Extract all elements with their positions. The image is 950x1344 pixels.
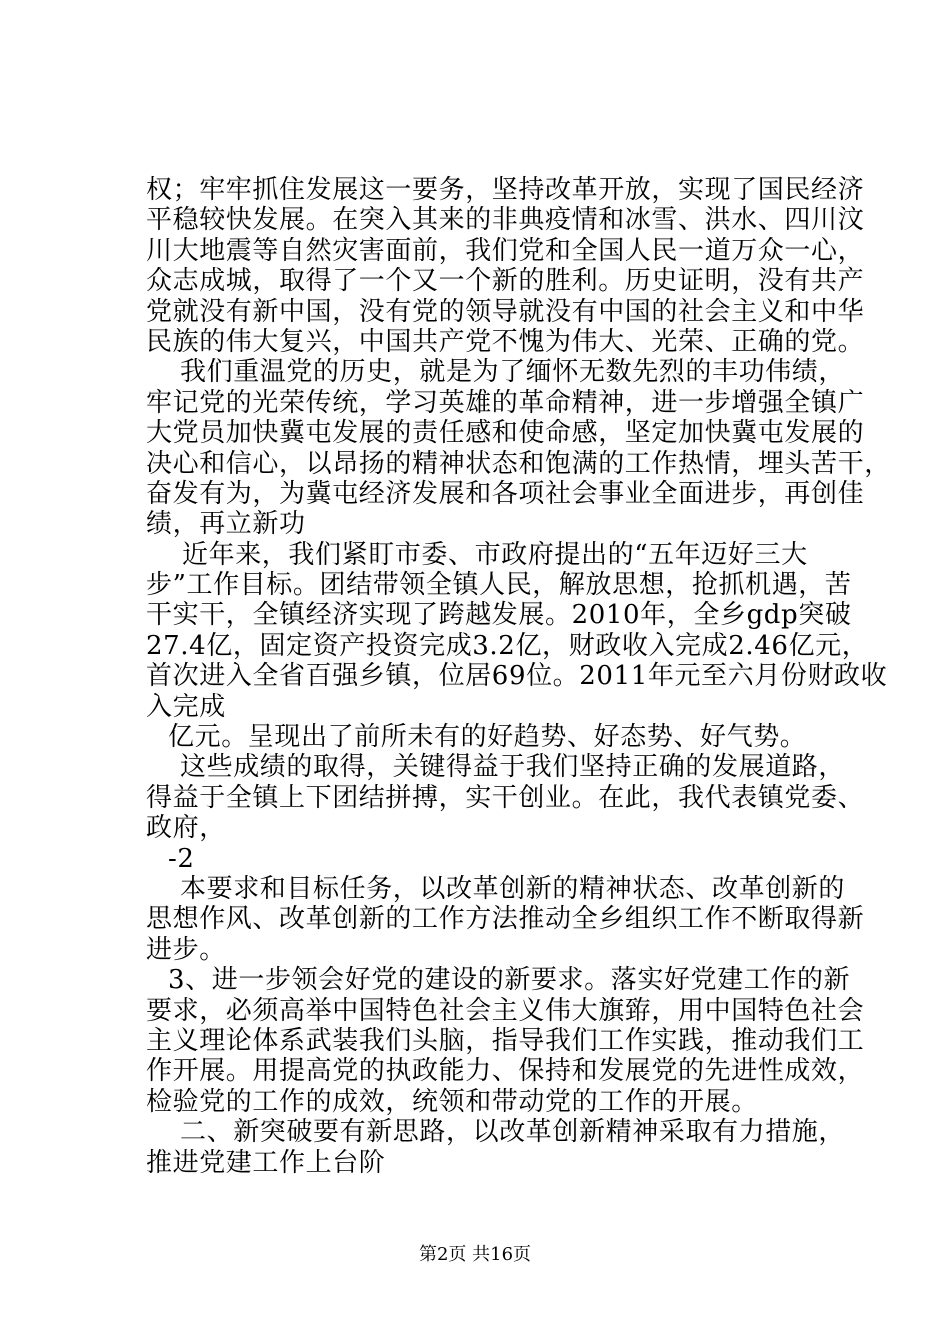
text-line: 进步。 [146,934,226,965]
text-line: 众志成城，取得了一个又一个新的胜利。历史证明，没有共产 [146,266,865,297]
text-line: 权；牢牢抓住发展这一要务，坚持改革开放，实现了国民经济 [146,175,865,205]
text-line: 入完成 [146,691,226,722]
text-line: 平稳较快发展。在突入其来的非典疫情和冰雪、洪水、四川汶 [146,205,865,236]
text-line: 我们重温党的历史，就是为了缅怀无数先烈的丰功伟绩， [180,357,846,388]
text-line: 党就没有新中国，没有党的领导就没有中国的社会主义和中华 [146,296,865,327]
text-line: 检验党的工作的成效，统领和带动党的工作的开展。 [146,1086,758,1117]
text-line: 这些成绩的取得，关键得益于我们坚持正确的发展道路， [180,752,846,783]
text-line: 本要求和目标任务，以改革创新的精神状态、改革创新的 [180,873,846,904]
text-line: 二、新突破要有新思路，以改革创新精神采取有力措施， [180,1117,846,1148]
text-line: 决心和信心，以昂扬的精神状态和饱满的工作热情，埋头苦干， [146,448,891,479]
text-line: 牢记党的光荣传统，学习英雄的革命精神，进一步增强全镇广 [146,387,865,418]
page-footer: 第2页 共16页 [418,1244,532,1265]
text-line: 川大地震等自然灾害面前，我们党和全国人民一道万众一心， [146,235,865,266]
text-line: 近年来，我们紧盯市委、市政府提出的“五年迈好三大 [182,539,808,570]
page-marker: -2 [168,843,195,874]
text-line: 主义理论体系武装我们头脑，指导我们工作实践，推动我们工 [146,1025,865,1056]
text-line: 政府， [146,813,226,844]
text-line: 步”工作目标。团结带领全镇人民，解放思想，抢抓机遇，苦 [146,570,852,601]
text-line: 得益于全镇上下团结拼搏，实干创业。在此，我代表镇党委、 [146,782,865,813]
text-line: 要求，必须高举中国特色社会主义伟大旗臶，用中国特色社会 [146,995,865,1026]
text-line: 首次进入全省百强乡镇，位居69位。2011年元至六月份财政收 [146,661,888,692]
text-line: 奋发有为，为冀屯经济发展和各项社会事业全面进步，再创佳 [146,478,865,509]
text-line: 3、进一步领会好党的建设的新要求。落实好党建工作的新 [168,965,851,996]
text-line: 27.4亿，固定资产投资完成3.2亿，财政收入完成2.46亿元， [146,630,869,661]
text-line: 干实干，全镇经济实现了跨越发展。2010年，全乡gdp突破 [146,600,852,631]
text-line: 推进党建工作上台阶 [146,1147,386,1178]
text-line: 民族的伟大复兴，中国共产党不愧为伟大、光荣、正确的党。 [146,326,865,357]
text-line: 亿元。呈现出了前所未有的好趋势、好态势、好气势。 [168,722,807,753]
text-line: 思想作风、改革创新的工作方法推动全乡组织工作不断取得新 [146,904,865,935]
text-line: 绩，再立新功 [146,509,306,540]
text-line: 作开展。用提高党的执政能力、保持和发展党的先进性成效， [146,1056,865,1087]
body-text [146,175,891,1178]
text-line: 大党员加快冀屯发展的责任感和使命感，坚定加快冀屯发展的 [146,418,865,449]
